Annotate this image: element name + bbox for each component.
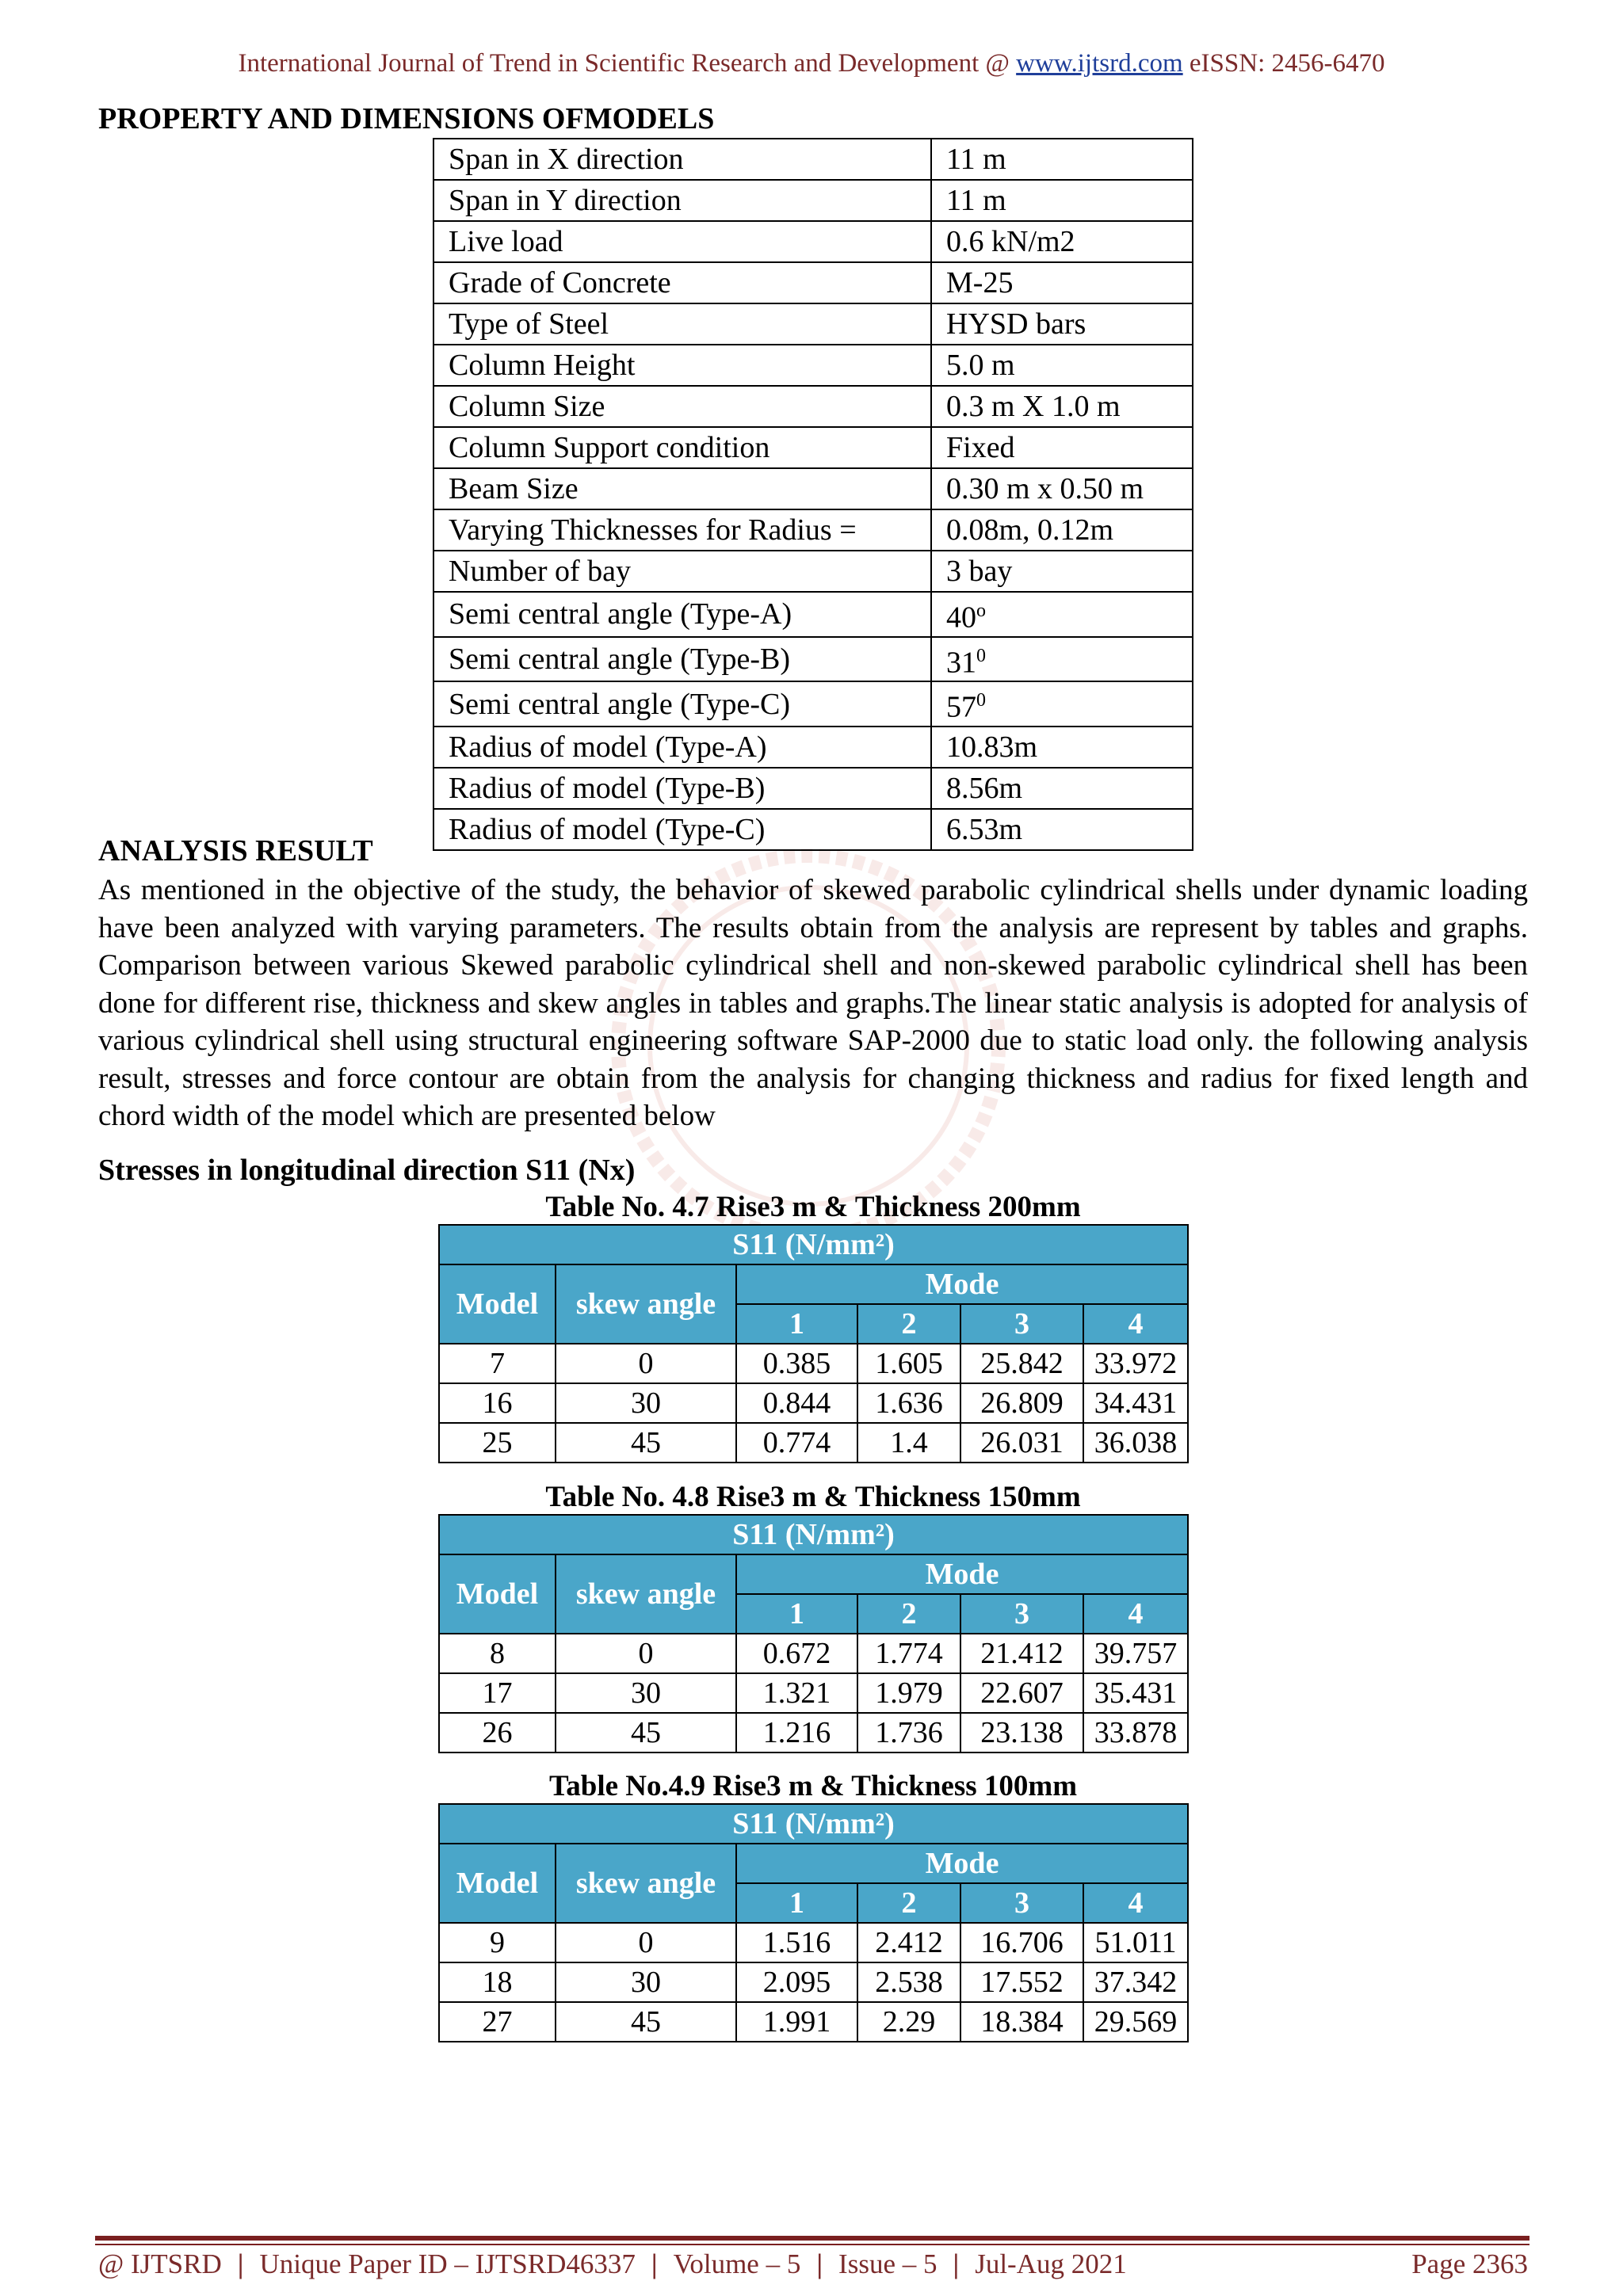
table-cell: 26.809 xyxy=(960,1383,1083,1423)
property-name: Column Support condition xyxy=(433,427,931,468)
table-cell: 0.385 xyxy=(736,1344,857,1383)
degree-superscript: 0 xyxy=(976,645,986,666)
table-cell: 0.672 xyxy=(736,1634,857,1673)
property-name: Varying Thicknesses for Radius = xyxy=(433,509,931,551)
property-row xyxy=(433,221,1193,262)
property-value-text: 3 bay xyxy=(946,555,1013,588)
table-cell: 2.412 xyxy=(857,1923,960,1962)
unit-row xyxy=(439,1804,1188,1844)
property-name: Beam Size xyxy=(433,468,931,509)
stress-table xyxy=(438,1224,1189,1463)
property-value xyxy=(931,468,1193,509)
property-value xyxy=(931,637,1193,682)
table-cell: 45 xyxy=(556,1713,736,1753)
property-row xyxy=(433,681,1193,727)
mode-number-header: 1 xyxy=(736,1304,857,1344)
property-name: Column Height xyxy=(433,345,931,386)
table-cell: 23.138 xyxy=(960,1713,1083,1753)
unit-header: S11 (N/mm²) xyxy=(439,1515,1188,1554)
footer-item: Unique Paper ID – IJTSRD46337 xyxy=(259,2248,636,2279)
property-value-text: 0.08m, 0.12m xyxy=(946,513,1114,547)
property-name: Semi central angle (Type-A) xyxy=(433,592,931,637)
skew-angle-header: skew angle xyxy=(556,1844,736,1923)
table-cell: 39.757 xyxy=(1083,1634,1188,1673)
property-value xyxy=(931,768,1193,809)
mode-number-header: 1 xyxy=(736,1594,857,1634)
table-cell: 33.972 xyxy=(1083,1344,1188,1383)
property-name: Semi central angle (Type-C) xyxy=(433,681,931,727)
property-value xyxy=(931,551,1193,592)
page-number: Page 2363 xyxy=(1411,2248,1528,2279)
table-cell: 30 xyxy=(556,1962,736,2002)
table-row xyxy=(439,1673,1188,1713)
analysis-title: ANALYSIS RESULT xyxy=(98,834,373,868)
model-header: Model xyxy=(439,1264,556,1344)
property-row xyxy=(433,727,1193,768)
header-prefix: International Journal of Trend in Scientific Research and Development @ xyxy=(238,49,1017,78)
property-row xyxy=(433,386,1193,427)
property-value xyxy=(931,509,1193,551)
property-name: Span in X direction xyxy=(433,139,931,180)
unit-header: S11 (N/mm²) xyxy=(439,1225,1188,1264)
table-cell: 30 xyxy=(556,1673,736,1713)
property-name: Span in Y direction xyxy=(433,180,931,221)
stress-table xyxy=(438,1803,1189,2042)
property-name: Radius of model (Type-C) xyxy=(433,809,931,850)
property-name: Radius of model (Type-A) xyxy=(433,727,931,768)
skew-angle-header: skew angle xyxy=(556,1264,736,1344)
table-cell: 0.774 xyxy=(736,1423,857,1463)
property-name: Type of Steel xyxy=(433,303,931,345)
properties-table-body xyxy=(433,139,1193,850)
table-cell: 29.569 xyxy=(1083,2002,1188,2042)
table-cell: 1.636 xyxy=(857,1383,960,1423)
mode-number-header: 1 xyxy=(736,1883,857,1923)
property-name: Column Size xyxy=(433,386,931,427)
model-header: Model xyxy=(439,1844,556,1923)
mode-number-header: 4 xyxy=(1083,1304,1188,1344)
footer-item: Jul-Aug 2021 xyxy=(975,2248,1127,2279)
table-cell: 2.29 xyxy=(857,2002,960,2042)
mode-number-header: 3 xyxy=(960,1304,1083,1344)
table-cell: 1.991 xyxy=(736,2002,857,2042)
table-cell: 16 xyxy=(439,1383,556,1423)
table-cell: 26 xyxy=(439,1713,556,1753)
table-cell: 45 xyxy=(556,1423,736,1463)
table-cell: 0 xyxy=(556,1634,736,1673)
footer-item: @ IJTSRD xyxy=(98,2248,222,2279)
table-cell: 25 xyxy=(439,1423,556,1463)
property-value-text: 40 xyxy=(946,601,976,635)
property-value-text: 10.83m xyxy=(946,730,1038,764)
properties-table xyxy=(433,138,1193,851)
property-row xyxy=(433,809,1193,850)
table-cell: 0 xyxy=(556,1344,736,1383)
table-cell: 0.844 xyxy=(736,1383,857,1423)
mode-number-header: 3 xyxy=(960,1883,1083,1923)
skew-angle-header: skew angle xyxy=(556,1554,736,1634)
table-cell: 1.979 xyxy=(857,1673,960,1713)
table-cell: 33.878 xyxy=(1083,1713,1188,1753)
footer-item: Volume – 5 xyxy=(673,2248,801,2279)
property-value xyxy=(931,345,1193,386)
table-cell: 2.095 xyxy=(736,1962,857,2002)
header-row xyxy=(439,1554,1188,1594)
page-footer xyxy=(98,2248,1528,2280)
property-row xyxy=(433,139,1193,180)
table-cell: 25.842 xyxy=(960,1344,1083,1383)
table-cell: 18 xyxy=(439,1962,556,2002)
mode-number-header: 2 xyxy=(857,1594,960,1634)
unit-header: S11 (N/mm²) xyxy=(439,1804,1188,1844)
property-row xyxy=(433,637,1193,682)
property-value-text: 57 xyxy=(946,690,976,724)
unit-row xyxy=(439,1225,1188,1264)
table-cell: 1.321 xyxy=(736,1673,857,1713)
property-row xyxy=(433,262,1193,303)
footer-rule-thin xyxy=(95,2244,1529,2245)
table-cell: 1.4 xyxy=(857,1423,960,1463)
property-name: Live load xyxy=(433,221,931,262)
property-value-text: HYSD bars xyxy=(946,307,1086,341)
properties-title: PROPERTY AND DIMENSIONS OFMODELS xyxy=(98,102,715,135)
property-value xyxy=(931,303,1193,345)
footer-separator: | xyxy=(237,2248,244,2279)
property-row xyxy=(433,427,1193,468)
table-cell: 8 xyxy=(439,1634,556,1673)
property-value-text: 0.30 m x 0.50 m xyxy=(946,472,1144,505)
table-cell: 26.031 xyxy=(960,1423,1083,1463)
footer-separator: | xyxy=(651,2248,658,2279)
table-cell: 45 xyxy=(556,2002,736,2042)
table-cell: 21.412 xyxy=(960,1634,1083,1673)
property-value xyxy=(931,809,1193,850)
table-cell: 9 xyxy=(439,1923,556,1962)
unit-row xyxy=(439,1515,1188,1554)
table-cell: 51.011 xyxy=(1083,1923,1188,1962)
property-row xyxy=(433,468,1193,509)
table-row xyxy=(439,1383,1188,1423)
table-cell: 1.736 xyxy=(857,1713,960,1753)
header-row xyxy=(439,1264,1188,1304)
table-cell: 1.774 xyxy=(857,1634,960,1673)
table-cell: 7 xyxy=(439,1344,556,1383)
property-row xyxy=(433,303,1193,345)
table-row xyxy=(439,2002,1188,2042)
property-value xyxy=(931,592,1193,637)
degree-superscript: o xyxy=(976,601,986,621)
table-cell: 35.431 xyxy=(1083,1673,1188,1713)
property-value-text: 11 m xyxy=(946,143,1006,176)
property-row xyxy=(433,180,1193,221)
property-value-text: 6.53m xyxy=(946,812,1023,846)
table-cell: 1.216 xyxy=(736,1713,857,1753)
table-cell: 30 xyxy=(556,1383,736,1423)
property-value-text: Fixed xyxy=(946,431,1015,464)
table-row xyxy=(439,1713,1188,1753)
table-cell: 22.607 xyxy=(960,1673,1083,1713)
footer-separator: | xyxy=(953,2248,960,2279)
property-value-text: 8.56m xyxy=(946,771,1023,805)
property-row xyxy=(433,509,1193,551)
table-caption: Table No. 4.7 Rise3 m & Thickness 200mm xyxy=(545,1191,1081,1223)
table-caption: Table No.4.9 Rise3 m & Thickness 100mm xyxy=(548,1770,1078,1802)
mode-header: Mode xyxy=(736,1264,1188,1304)
table-cell: 17 xyxy=(439,1673,556,1713)
property-row xyxy=(433,551,1193,592)
table-row xyxy=(439,1344,1188,1383)
degree-superscript: 0 xyxy=(976,690,986,711)
footer-item: Issue – 5 xyxy=(838,2248,938,2279)
table-cell: 0 xyxy=(556,1923,736,1962)
property-value-text: M-25 xyxy=(946,266,1014,299)
footer-items xyxy=(98,2248,1127,2279)
footer-rule xyxy=(95,2236,1529,2241)
journal-header xyxy=(0,49,1623,78)
analysis-paragraph: As mentioned in the objective of the study, the behavior of skewed parabolic cylindrical shells under dynamic loading have been analyzed with varying parameters. The results obtain from the analysis are represent by tables and graphs. Comparison between various Skewed parabolic cylindrical shell and non-skewed parabolic cylindrical shell has been done for different rise, thickness and skew angles in tables and graphs.The linear static analysis is adopted for analysis of various cylindrical shell using structural engineering software SAP-2000 due to static load only. the following analysis result, stresses and force contour are obtain from the analysis for changing thickness and radius for fixed length and chord width of the model which are presented below xyxy=(98,874,1528,1132)
table-cell: 1.516 xyxy=(736,1923,857,1962)
property-name: Semi central angle (Type-B) xyxy=(433,637,931,682)
property-value-text: 11 m xyxy=(946,184,1006,217)
table-cell: 16.706 xyxy=(960,1923,1083,1962)
mode-header: Mode xyxy=(736,1844,1188,1883)
mode-number-header: 4 xyxy=(1083,1594,1188,1634)
table-row xyxy=(439,1923,1188,1962)
header-suffix: eISSN: 2456-6470 xyxy=(1182,49,1385,78)
mode-number-header: 4 xyxy=(1083,1883,1188,1923)
property-row xyxy=(433,592,1193,637)
property-value xyxy=(931,386,1193,427)
property-value xyxy=(931,681,1193,727)
mode-number-header: 2 xyxy=(857,1883,960,1923)
property-row xyxy=(433,345,1193,386)
stress-table xyxy=(438,1514,1189,1753)
mode-number-header: 3 xyxy=(960,1594,1083,1634)
property-value-text: 0.3 m X 1.0 m xyxy=(946,390,1121,423)
property-name: Radius of model (Type-B) xyxy=(433,768,931,809)
journal-link[interactable]: www.ijtsrd.com xyxy=(1016,49,1183,78)
mode-number-header: 2 xyxy=(857,1304,960,1344)
property-value xyxy=(931,180,1193,221)
property-value xyxy=(931,262,1193,303)
property-value-text: 5.0 m xyxy=(946,349,1015,382)
table-cell: 2.538 xyxy=(857,1962,960,2002)
table-row xyxy=(439,1962,1188,2002)
property-value xyxy=(931,221,1193,262)
property-row xyxy=(433,768,1193,809)
property-value xyxy=(931,727,1193,768)
header-row xyxy=(439,1844,1188,1883)
table-cell: 18.384 xyxy=(960,2002,1083,2042)
mode-header: Mode xyxy=(736,1554,1188,1594)
property-value-text: 31 xyxy=(946,646,976,680)
table-row xyxy=(439,1423,1188,1463)
property-value xyxy=(931,427,1193,468)
table-caption: Table No. 4.8 Rise3 m & Thickness 150mm xyxy=(545,1481,1081,1513)
table-cell: 37.342 xyxy=(1083,1962,1188,2002)
table-cell: 36.038 xyxy=(1083,1423,1188,1463)
property-name: Grade of Concrete xyxy=(433,262,931,303)
table-cell: 34.431 xyxy=(1083,1383,1188,1423)
table-cell: 27 xyxy=(439,2002,556,2042)
property-value-text: 0.6 kN/m2 xyxy=(946,225,1075,258)
stress-section-title: Stresses in longitudinal direction S11 (Nx) xyxy=(98,1154,636,1187)
model-header: Model xyxy=(439,1554,556,1634)
table-cell: 17.552 xyxy=(960,1962,1083,2002)
footer-separator: | xyxy=(816,2248,823,2279)
property-name: Number of bay xyxy=(433,551,931,592)
table-row xyxy=(439,1634,1188,1673)
property-value xyxy=(931,139,1193,180)
table-cell: 1.605 xyxy=(857,1344,960,1383)
